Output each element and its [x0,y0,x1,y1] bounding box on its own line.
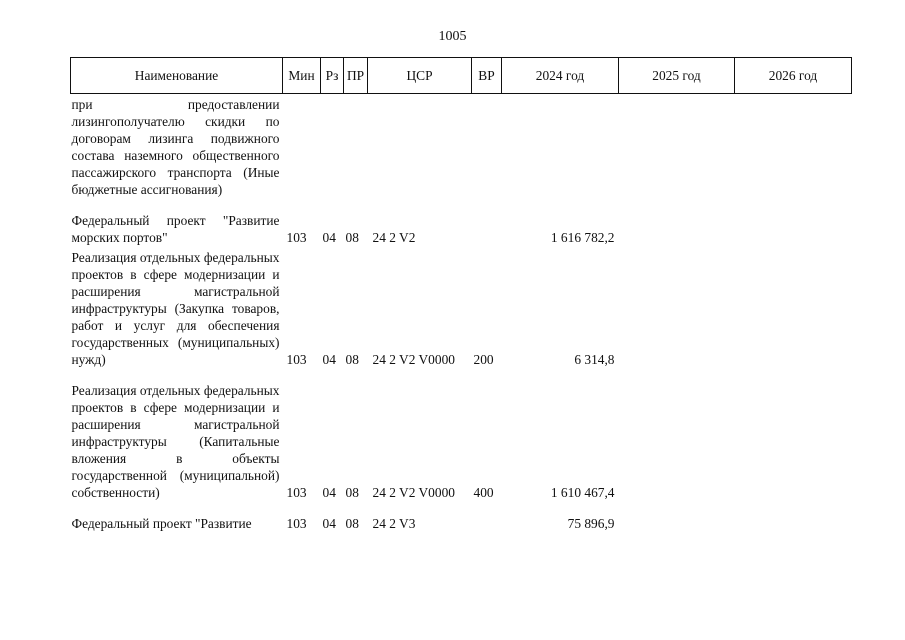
row-csr: 24 2 V2 [372,230,416,245]
row-csr [368,94,472,199]
row-vr [472,94,502,199]
header-csr: ЦСР [368,58,472,94]
row-rz: 04 [322,516,336,531]
row-2024: 1 610 467,4 [550,485,615,500]
row-rz: 04 [322,485,336,500]
row-2025 [619,501,735,532]
row-min: 103 [286,352,307,367]
row-csr: 24 2 V2 V0000 [372,352,455,367]
header-name: Наименование [71,58,283,94]
budget-table [70,57,852,532]
row-vr: 200 [473,352,494,367]
row-csr: 24 2 V2 V0000 [372,485,455,500]
row-2025 [619,368,735,501]
row-2026 [735,94,852,199]
row-name: Реализация отдельных федеральных проектов в сфере модернизации и расширения магистральной инфраструктуры (Капитальные вложения в объекты государственной (муниципальной) собственности) [71,383,280,500]
table-row [71,94,852,199]
row-min: 103 [286,516,307,531]
row-2024: 1 616 782,2 [550,230,615,245]
header-2025: 2025 год [619,58,735,94]
header-min: Мин [283,58,321,94]
row-vr: 400 [473,485,494,500]
row-2025 [619,198,735,246]
table-row [71,246,852,368]
page-number: 1005 [438,29,467,44]
row-pr: 08 [345,230,359,245]
row-min: 103 [286,485,307,500]
row-pr: 08 [345,352,359,367]
row-name: Федеральный проект "Развитие [71,516,252,531]
row-pr: 08 [345,516,359,531]
table-row [71,198,852,246]
row-2024: 75 896,9 [567,516,615,531]
row-2026 [735,198,852,246]
row-pr: 08 [345,485,359,500]
row-rz: 04 [322,352,336,367]
table-row [71,368,852,501]
row-2024: 6 314,8 [574,352,615,367]
row-pr [344,94,368,199]
row-vr [472,501,502,532]
header-rz: Рз [321,58,344,94]
table-header-row [71,58,852,94]
row-2025 [619,246,735,368]
row-2026 [735,368,852,501]
row-2026 [735,501,852,532]
header-vr: ВР [472,58,502,94]
table-row [71,501,852,532]
row-name: Федеральный проект "Развитие морских портов" [71,213,280,245]
row-csr: 24 2 V3 [372,516,416,531]
row-rz [321,94,344,199]
header-2026: 2026 год [735,58,852,94]
row-2026 [735,246,852,368]
row-min: 103 [286,230,307,245]
header-pr: ПР [344,58,368,94]
row-min [283,94,321,199]
header-2024: 2024 год [502,58,619,94]
row-name: Реализация отдельных федеральных проектов в сфере модернизации и расширения магистральной инфраструктуры (Закупка товаров, работ и услуг для обеспечения государственных (муниципальных) нужд) [71,250,280,367]
row-name: при предоставлении лизингополучателю скидки по договорам лизинга подвижного состава наземного общественного пассажирского транспорта (Иные бюджетные ассигнования) [71,97,280,197]
row-rz: 04 [322,230,336,245]
row-2024 [502,94,619,199]
row-vr [472,198,502,246]
row-2025 [619,94,735,199]
